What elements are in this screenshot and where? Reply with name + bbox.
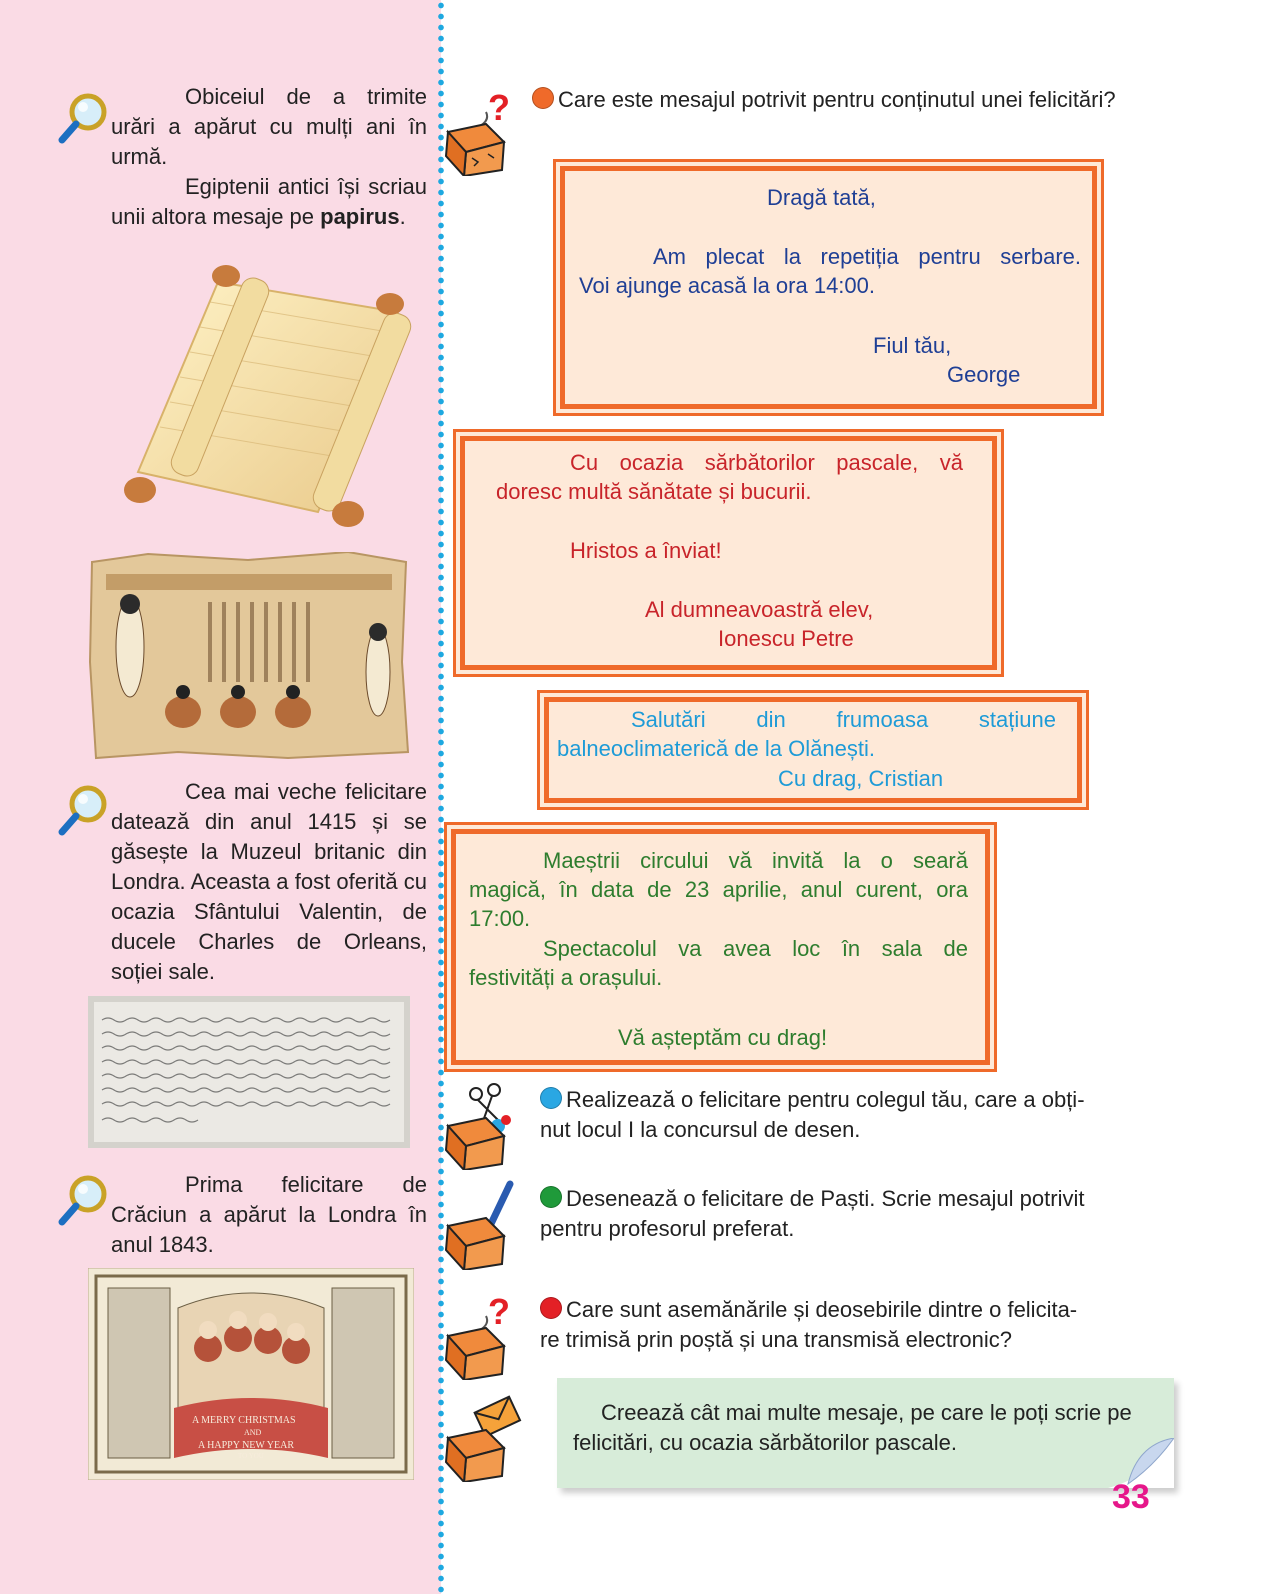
envelope-box-icon <box>442 1392 522 1482</box>
task-1-line2: nut locul I la concursul de desen. <box>540 1117 861 1142</box>
card2-body-line2: doresc multă sănătate și bucurii. <box>496 479 812 504</box>
card3-sign: Cu drag, Cristian <box>778 766 944 791</box>
card1-sign-line2: George <box>947 362 1021 387</box>
task-3-line2: re trimisă prin poștă și una transmisă electronic? <box>540 1327 1012 1352</box>
task-3-line1 <box>540 1295 1160 1325</box>
task-1-text: Realizează o felicitare pentru colegul tău, care a obți- <box>566 1087 1085 1112</box>
blue-bullet-icon <box>540 1087 562 1109</box>
egyptian-papyrus-image <box>88 552 410 760</box>
xmas-card-text-4: TO YOU <box>238 1452 264 1460</box>
card-greetings-olanesti <box>544 697 1082 803</box>
green-bullet-icon <box>540 1186 562 1208</box>
tip-box <box>557 1378 1174 1488</box>
card4-body-line2: magică, în data de 23 aprilie, anul curent, ora <box>469 877 968 902</box>
card-circus-invitation <box>451 829 990 1065</box>
card4-body-line1: Maeștrii circului vă invită la o seară <box>543 848 968 873</box>
magnifier-icon <box>56 1172 112 1232</box>
question-box-icon <box>442 86 522 176</box>
xmas-card-text-2: AND <box>244 1428 262 1437</box>
card-easter-wishes <box>460 436 997 670</box>
card1-body-line2: Voi ajunge acasă la ora 14:00. <box>579 273 876 298</box>
task-2 <box>540 1184 1160 1244</box>
card1-greeting: Dragă tată, <box>767 185 876 210</box>
task-2-line1 <box>540 1184 1160 1214</box>
card2-body-line3: Hristos a înviat! <box>570 538 722 563</box>
magnifier-icon <box>56 782 112 842</box>
fact-oldest-card-text: Cea mai veche felicitare datează din anul 1415 și se găsește la Muzeul britanic din Londra. Aceasta a fost oferită cu ocazia Sfântului Valentin, de ducele Charles de Orleans, soției sale. <box>111 779 427 984</box>
xmas-card-text-3: A HAPPY NEW YEAR <box>198 1440 295 1451</box>
fact-papyrus-line2 <box>111 172 427 232</box>
question-box-icon <box>442 1290 522 1380</box>
card4-body-line5: festivități a orașului. <box>469 965 663 990</box>
task-3 <box>540 1295 1160 1355</box>
task-1-line1 <box>540 1085 1160 1115</box>
card3-body-line1: Salutări din frumoasa stațiune <box>631 707 1056 732</box>
tip-line1: Creează cât mai multe mesaje, pe care le poți scrie pe <box>601 1400 1132 1425</box>
svg-text:?: ? <box>488 1291 510 1332</box>
fact-text: . <box>399 204 406 229</box>
magnifier-icon <box>56 90 112 150</box>
pencil-box-icon <box>442 1180 522 1270</box>
christmas-card-image <box>88 1268 414 1480</box>
card4-body-line3: 17:00. <box>469 906 531 931</box>
fact-papyrus-line1: Obiceiul de a trimite urări a apărut cu mulți ani în urmă. <box>111 84 427 169</box>
card2-sign-line2: Ionescu Petre <box>718 626 854 651</box>
card1-sign-line1: Fiul tău, <box>873 333 952 358</box>
papyrus-scroll-image <box>118 262 418 530</box>
fact-oldest-card <box>111 777 427 987</box>
fact-text: Egiptenii antici își scriau unii altora mesaje pe <box>111 174 427 229</box>
fact-papyrus <box>111 82 427 232</box>
question-1-text: Care este mesajul potrivit pentru conținutul unei felicitări? <box>558 87 1116 112</box>
task-3-text: Care sunt asemănările și deosebirile dintre o felicita- <box>566 1297 1078 1322</box>
tip-line2: felicitări, cu ocazia sărbătorilor pascale. <box>573 1430 957 1455</box>
question-1 <box>532 85 1116 115</box>
fact-christmas-card <box>111 1170 427 1260</box>
card-message-father <box>560 166 1097 409</box>
xmas-card-text-1: A MERRY CHRISTMAS <box>192 1415 296 1426</box>
task-2-text: Desenează o felicitare de Paști. Scrie mesajul potrivit <box>566 1186 1085 1211</box>
fact-christmas-card-text: Prima felicitare de Crăciun a apărut la Londra în anul 1843. <box>111 1172 427 1257</box>
card1-body-line1: Am plecat la repetiția pentru serbare. <box>653 244 1081 269</box>
orange-bullet-icon <box>532 87 554 109</box>
task-1 <box>540 1085 1160 1145</box>
scissors-box-icon <box>442 1080 522 1170</box>
fact-bold-word: papirus <box>320 204 400 229</box>
svg-text:?: ? <box>488 87 510 128</box>
handwritten-letter-image <box>88 996 410 1148</box>
task-2-line2: pentru profesorul preferat. <box>540 1216 795 1241</box>
page-number: 33 <box>1112 1478 1150 1516</box>
card4-body-line4: Spectacolul va avea loc în sala de <box>543 936 968 961</box>
card2-sign-line1: Al dumneavoastră elev, <box>645 597 874 622</box>
card3-body-line2: balneoclimaterică de la Olănești. <box>557 736 875 761</box>
card4-sign: Vă așteptăm cu drag! <box>618 1025 828 1050</box>
card2-body-line1: Cu ocazia sărbătorilor pascale, vă <box>570 450 963 475</box>
red-bullet-icon <box>540 1297 562 1319</box>
